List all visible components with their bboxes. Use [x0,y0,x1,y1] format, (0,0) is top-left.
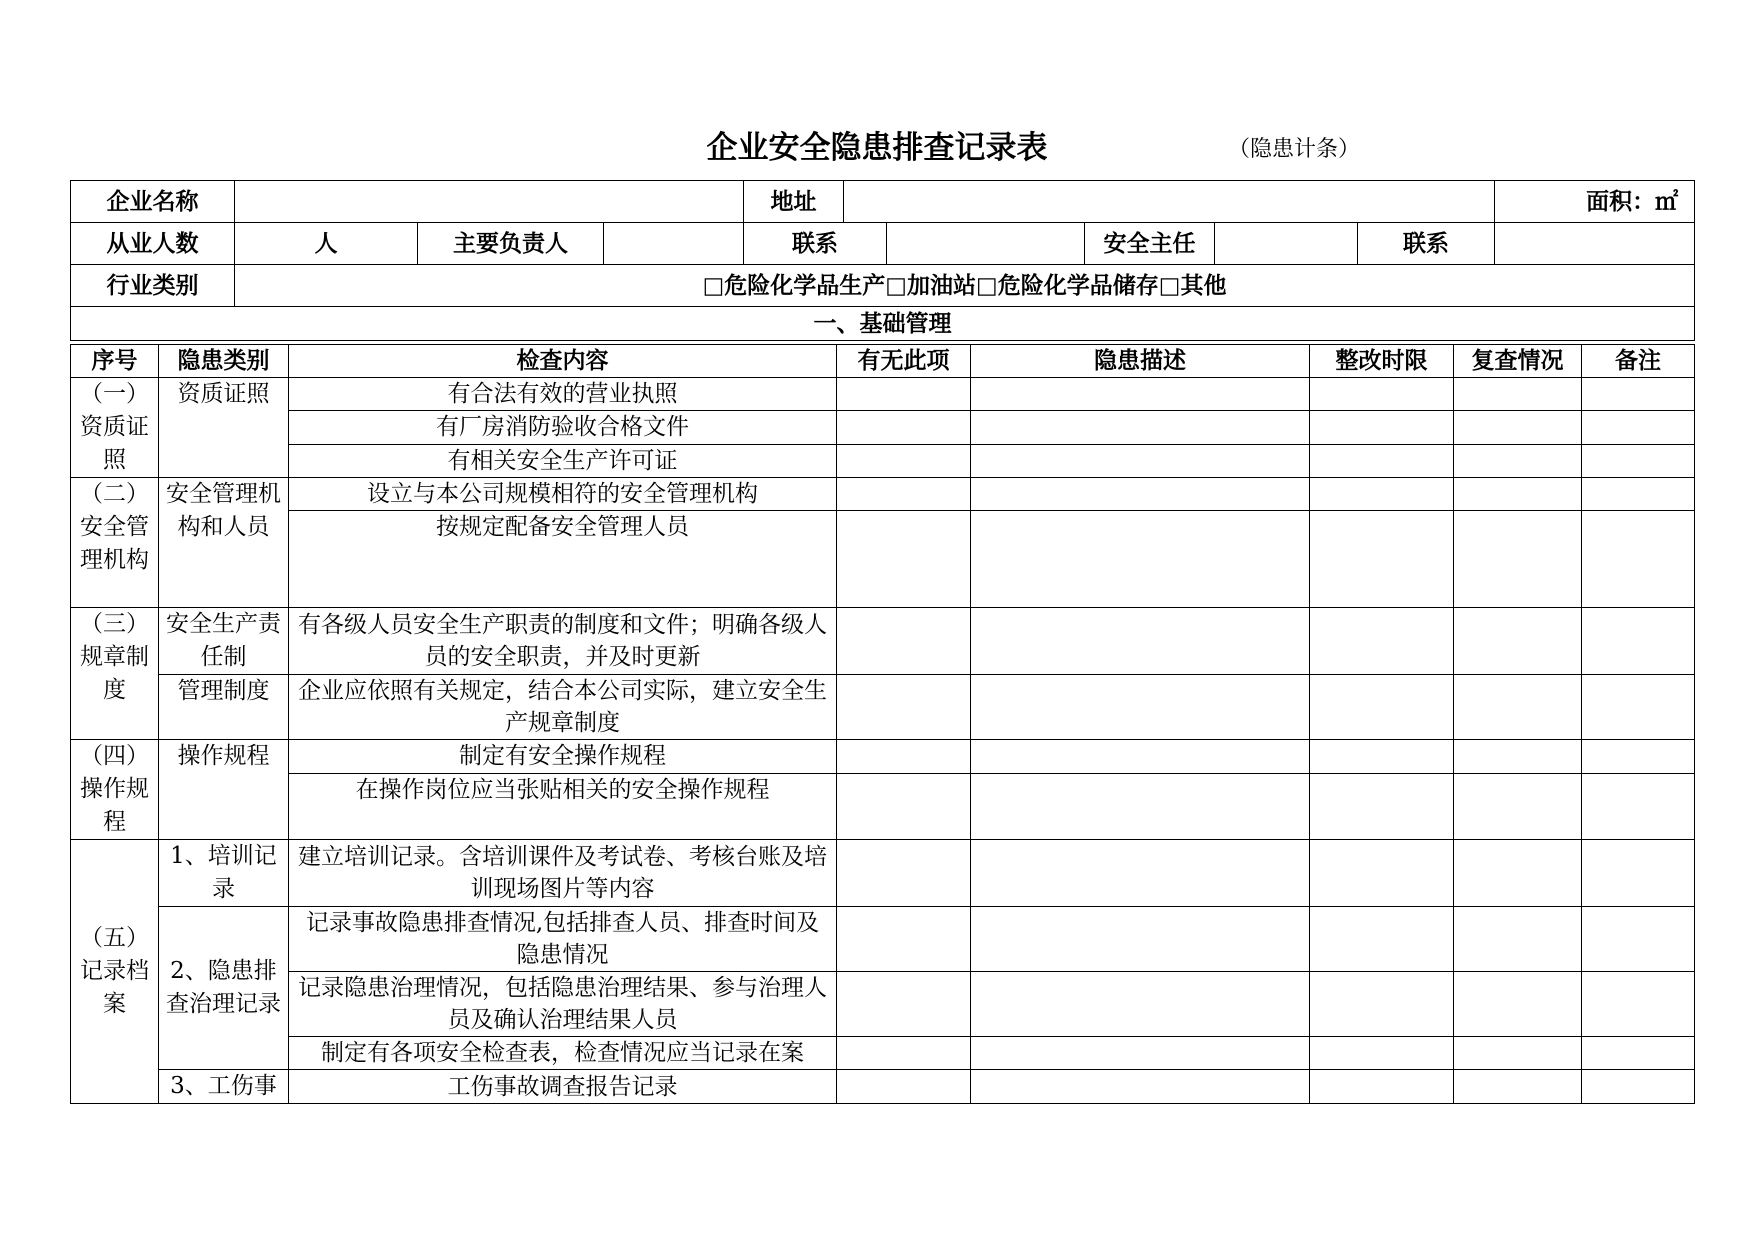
check-item: 工伤事故调查报告记录 [289,1070,837,1104]
employees-label: 从业人数 [71,223,235,265]
group-number: （一）资质证照 [71,378,159,478]
check-item: 记录隐患治理情况，包括隐患治理结果、参与治理人员及确认治理结果人员 [289,972,837,1037]
table-row [71,608,1695,675]
exists-cell[interactable] [837,444,971,477]
description-cell[interactable] [971,773,1310,839]
remarks-cell[interactable] [1582,411,1695,444]
recheck-cell[interactable] [1454,972,1582,1037]
check-item: 记录事故隐患排查情况,包括排查人员、排查时间及隐患情况 [289,907,837,972]
group-category: 安全管理机构和人员 [159,478,289,608]
section-title: 一、基础管理 [71,307,1695,341]
deadline-cell[interactable] [1310,907,1454,972]
recheck-cell[interactable] [1454,378,1582,411]
group-number: （三）规章制 度 [71,608,159,740]
description-cell[interactable] [971,840,1310,907]
col-header-no: 序号 [71,345,159,378]
recheck-cell[interactable] [1454,840,1582,907]
industry-row [71,265,1695,307]
remarks-cell[interactable] [1582,478,1695,511]
enterprise-info-table [70,180,1695,341]
deadline-cell[interactable] [1310,675,1454,740]
exists-cell[interactable] [837,740,971,774]
table-row [71,740,1695,774]
employees-field[interactable]: 人 [235,223,418,265]
deadline-cell[interactable] [1310,608,1454,675]
check-item: 按规定配备安全管理人员 [289,511,837,608]
address-field[interactable] [844,181,1495,223]
table-row [71,1070,1695,1104]
table-row [71,773,1695,839]
group-number: （二）安全管理机构 [71,478,159,608]
col-header-content: 检查内容 [289,345,837,378]
group-number: （四）操作规 程 [71,740,159,840]
description-cell[interactable] [971,608,1310,675]
col-header-description: 隐患描述 [971,345,1310,378]
exists-cell[interactable] [837,773,971,839]
col-header-recheck: 复查情况 [1454,345,1582,378]
deadline-cell[interactable] [1310,444,1454,477]
check-item: 有各级人员安全生产职责的制度和文件；明确各级人员的安全职责，并及时更新 [289,608,837,675]
remarks-cell[interactable] [1582,1070,1695,1104]
description-cell[interactable] [971,478,1310,511]
column-header-row [71,345,1695,378]
col-header-category: 隐患类别 [159,345,289,378]
description-cell[interactable] [971,972,1310,1037]
group-category: 1、培训记录 [159,840,289,907]
recheck-cell[interactable] [1454,907,1582,972]
remarks-cell[interactable] [1582,740,1695,774]
check-item: 企业应依照有关规定，结合本公司实际，建立安全生产规章制度 [289,675,837,740]
col-header-deadline: 整改时限 [1310,345,1454,378]
industry-options[interactable]: □危险化学品生产□加油站□危险化学品储存□其他 [235,265,1695,307]
group-category: 管理制度 [159,675,289,740]
exists-cell[interactable] [837,411,971,444]
table-row [71,907,1695,972]
deadline-cell[interactable] [1310,840,1454,907]
deadline-cell[interactable] [1310,740,1454,774]
remarks-cell[interactable] [1582,511,1695,608]
group-category: 操作规程 [159,740,289,840]
recheck-cell[interactable] [1454,740,1582,774]
exists-cell[interactable] [837,378,971,411]
section-row [71,307,1695,341]
group-number: （五）记录档案 [71,840,159,1104]
col-header-exists: 有无此项 [837,345,971,378]
checklist-table [70,344,1695,1104]
contact-field[interactable] [887,223,1085,265]
check-item: 在操作岗位应当张贴相关的安全操作规程 [289,773,837,839]
exists-cell[interactable] [837,840,971,907]
address-label: 地址 [744,181,844,223]
deadline-cell[interactable] [1310,478,1454,511]
exists-cell[interactable] [837,1070,971,1104]
exists-cell[interactable] [837,675,971,740]
principal-label: 主要负责人 [418,223,604,265]
company-name-label: 企业名称 [71,181,235,223]
description-cell[interactable] [971,1037,1310,1070]
remarks-cell[interactable] [1582,1037,1695,1070]
recheck-cell[interactable] [1454,411,1582,444]
area-field[interactable]: 面积：㎡ [1495,181,1695,223]
remarks-cell[interactable] [1582,608,1695,675]
contact-field-2[interactable] [1495,223,1695,265]
check-item: 有合法有效的营业执照 [289,378,837,411]
table-row [71,411,1695,444]
description-cell[interactable] [971,378,1310,411]
hazard-count-note: （隐患计条） [1228,137,1361,162]
table-row [71,675,1695,740]
description-cell[interactable] [971,511,1310,608]
deadline-cell[interactable] [1310,1037,1454,1070]
description-cell[interactable] [971,675,1310,740]
deadline-cell[interactable] [1310,972,1454,1037]
group-category: 2、隐患排查治理记录 [159,907,289,1070]
deadline-cell[interactable] [1310,511,1454,608]
description-cell[interactable] [971,907,1310,972]
check-item: 设立与本公司规模相符的安全管理机构 [289,478,837,511]
col-header-remarks: 备注 [1582,345,1695,378]
check-item: 有厂房消防验收合格文件 [289,411,837,444]
remarks-cell[interactable] [1582,773,1695,839]
exists-cell[interactable] [837,478,971,511]
recheck-cell[interactable] [1454,675,1582,740]
recheck-cell[interactable] [1454,1037,1582,1070]
table-row [71,378,1695,411]
remarks-cell[interactable] [1582,972,1695,1037]
exists-cell[interactable] [837,1037,971,1070]
table-row [71,511,1695,608]
group-category: 3、工伤事 [159,1070,289,1104]
deadline-cell[interactable] [1310,773,1454,839]
description-cell[interactable] [971,1070,1310,1104]
recheck-cell[interactable] [1454,773,1582,839]
form-title: 企业安全隐患排查记录表 [706,130,1048,166]
table-row [71,478,1695,511]
contact-label-2: 联系 [1358,223,1495,265]
description-cell[interactable] [971,740,1310,774]
recheck-cell[interactable] [1454,444,1582,477]
exists-cell[interactable] [837,608,971,675]
remarks-cell[interactable] [1582,675,1695,740]
safety-director-field[interactable] [1215,223,1358,265]
deadline-cell[interactable] [1310,411,1454,444]
deadline-cell[interactable] [1310,1070,1454,1104]
table-row [71,444,1695,477]
check-item: 有相关安全生产许可证 [289,444,837,477]
description-cell[interactable] [971,411,1310,444]
exists-cell[interactable] [837,907,971,972]
remarks-cell[interactable] [1582,840,1695,907]
exists-cell[interactable] [837,972,971,1037]
remarks-cell[interactable] [1582,444,1695,477]
contact-label: 联系 [744,223,887,265]
personnel-row [71,223,1695,265]
remarks-cell[interactable] [1582,378,1695,411]
principal-field[interactable] [604,223,744,265]
recheck-cell[interactable] [1454,511,1582,608]
table-row [71,972,1695,1037]
group-category: 安全生产责任制 [159,608,289,675]
recheck-cell[interactable] [1454,608,1582,675]
table-row [71,1037,1695,1070]
check-item: 制定有各项安全检查表，检查情况应当记录在案 [289,1037,837,1070]
table-row [71,840,1695,907]
company-name-field[interactable] [235,181,744,223]
safety-director-label: 安全主任 [1085,223,1215,265]
description-cell[interactable] [971,444,1310,477]
recheck-cell[interactable] [1454,1070,1582,1104]
industry-label: 行业类别 [71,265,235,307]
check-item: 制定有安全操作规程 [289,740,837,774]
check-item: 建立培训记录。含培训课件及考试卷、考核台账及培训现场图片等内容 [289,840,837,907]
recheck-cell[interactable] [1454,478,1582,511]
group-category: 资质证照 [159,378,289,478]
remarks-cell[interactable] [1582,907,1695,972]
deadline-cell[interactable] [1310,378,1454,411]
exists-cell[interactable] [837,511,971,608]
company-row [71,181,1695,223]
